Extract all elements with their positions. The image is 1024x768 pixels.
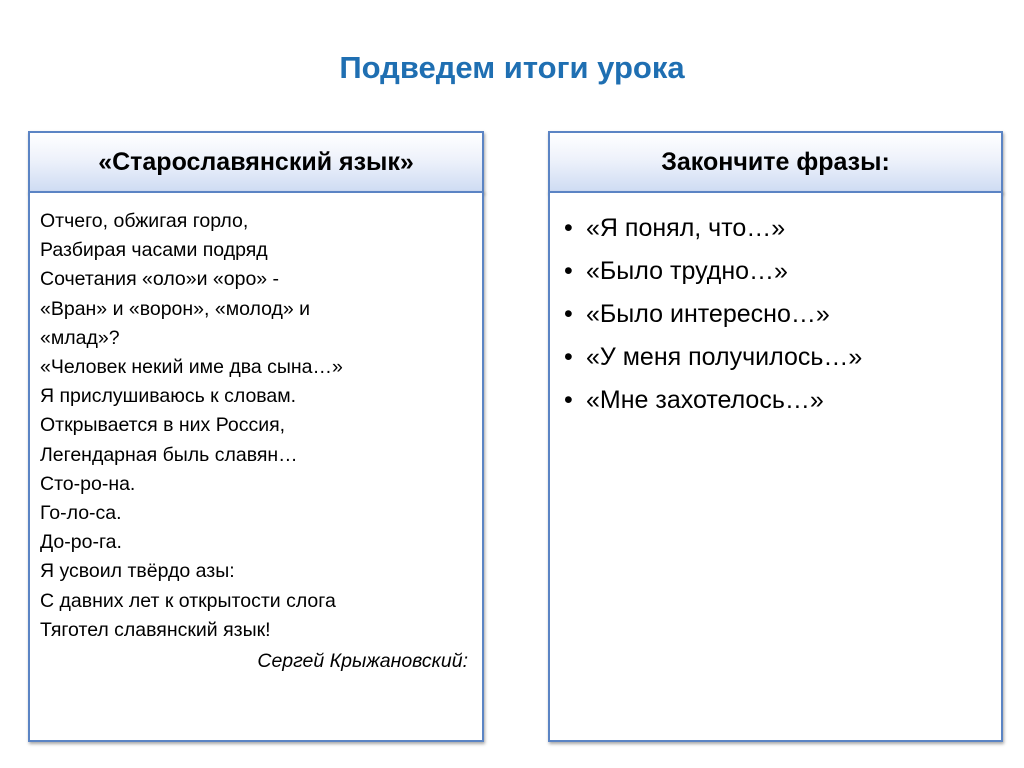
- phrase-item: [564, 293, 984, 336]
- phrase-text: «Было интересно…»: [586, 300, 830, 328]
- poem-text: [40, 207, 470, 645]
- poem-line: Сто-ро-на.: [40, 472, 136, 495]
- phrase-text: «Я понял, что…»: [586, 214, 786, 242]
- poem-line: Разбирая часами подряд: [40, 239, 268, 262]
- right-panel-header-text: Закончите фразы:: [661, 147, 890, 176]
- phrase-text: «Было трудно…»: [586, 257, 788, 285]
- poem-line: Я усвоил твёрдо азы:: [40, 560, 235, 583]
- poem-line: «млад»?: [40, 326, 120, 349]
- poem-line: Открывается в них Россия,: [40, 414, 286, 437]
- poem-line: Тяготел славянский язык!: [40, 618, 271, 641]
- phrase-item: [564, 250, 984, 293]
- bullet-icon: •: [564, 257, 573, 285]
- poem-line: Легендарная быль славян…: [40, 443, 298, 466]
- phrase-item: [564, 336, 984, 379]
- left-panel-body: [28, 191, 484, 742]
- poem-line: Отчего, обжигая горло,: [40, 210, 249, 232]
- phrase-list: [564, 207, 984, 422]
- right-panel-header: [548, 131, 1003, 193]
- left-panel-header-text: «Старославянский язык»: [98, 147, 414, 176]
- poem-author: Сергей Крыжановский:: [257, 650, 468, 672]
- phrase-item: [564, 207, 984, 250]
- poem-line: С давних лет к открытости слога: [40, 589, 336, 612]
- bullet-icon: •: [564, 386, 573, 414]
- poem-line: Сочетания «оло»и «оро» -: [40, 268, 280, 291]
- poem-line: Я прислушиваюсь к словам.: [40, 385, 297, 408]
- poem-line: Го-ло-са.: [40, 502, 122, 525]
- right-panel-body: [548, 191, 1003, 742]
- poem-line: До-ро-га.: [40, 531, 122, 554]
- poem-line: «Вран» и «ворон», «молод» и: [40, 297, 311, 320]
- left-panel-header: [28, 131, 484, 193]
- slide-title: Подведем итоги урока: [339, 50, 685, 85]
- bullet-icon: •: [564, 214, 573, 242]
- phrase-text: «Мне захотелось…»: [586, 386, 824, 414]
- poem-line: «Человек некий име два сына…»: [40, 356, 343, 379]
- bullet-icon: •: [564, 300, 573, 328]
- phrase-item: [564, 379, 984, 422]
- bullet-icon: •: [564, 343, 573, 371]
- phrase-text: «У меня получилось…»: [586, 343, 863, 371]
